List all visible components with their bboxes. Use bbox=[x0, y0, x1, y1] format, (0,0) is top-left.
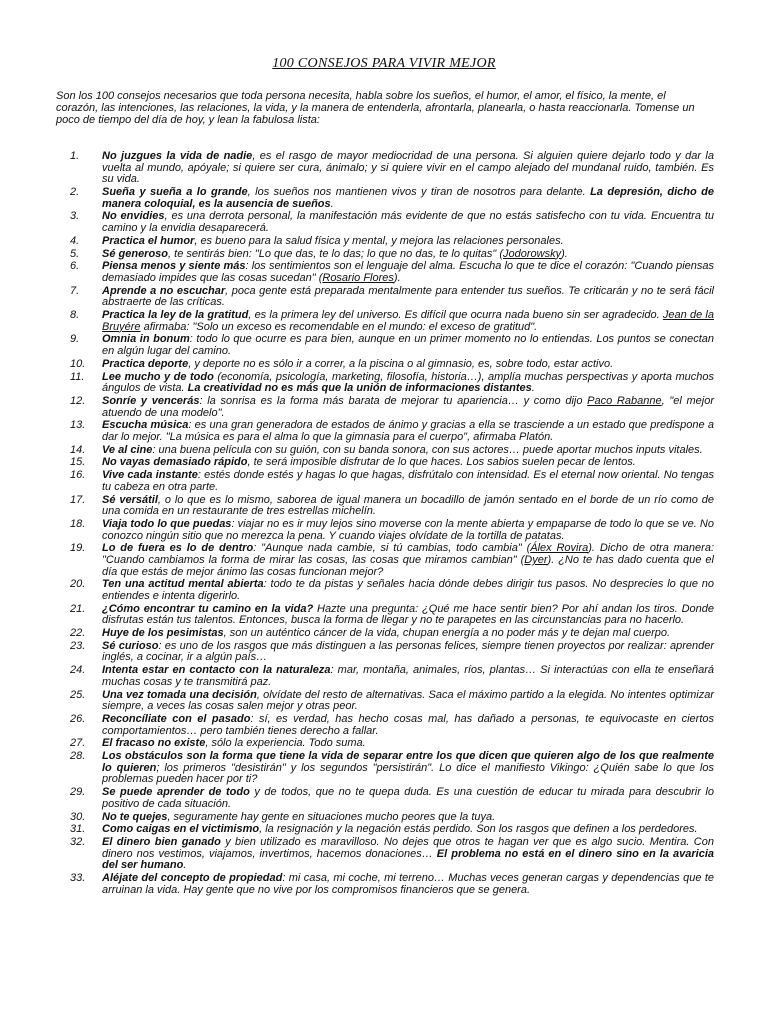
list-item bbox=[0, 249, 714, 261]
item-number: 2. bbox=[70, 185, 80, 198]
intro-paragraph: Son los 100 consejos necesarios que toda persona necesita, habla sobre los sueños, el humor, el amor, el físico, la mente, el corazón, las intenciones, las relaciones, la vida, y la manera de entenderla, afrontarla, planearla, o hasta reaccionarla. Tomense un poco de tiempo del día de hoy, y lean la fabulosa lista: bbox=[56, 90, 695, 127]
item-text: : una buena película con su guión, con su banda sonora, con sus actores… puede aportar muchos inputs vitales. bbox=[152, 443, 703, 456]
list-item bbox=[0, 420, 714, 443]
list-item bbox=[0, 310, 714, 333]
list-item bbox=[0, 751, 714, 786]
item-text: : mi casa, mi coche, mi terreno… Muchas veces generan cargas y dependencias que te arruinan la vida. Hay gente que no vive por los compromisos financieros que se genera. bbox=[102, 872, 715, 896]
list-item bbox=[0, 714, 714, 737]
item-number: 16. bbox=[70, 469, 86, 482]
item-text: : todo te da pistas y señales hacia dónde debes dirigir tus pasos. No desprecies lo que no entiendes e intenta digerirlo. bbox=[102, 578, 715, 602]
bold-phrase: No envidies bbox=[102, 210, 165, 223]
bold-phrase: No juzgues la vida de nadie bbox=[102, 150, 253, 162]
author-name: Álex Rovira bbox=[530, 542, 589, 555]
item-number: 20. bbox=[70, 578, 86, 591]
item-text: , y deporte no es sólo ir a correr, a la piscina o al gimnasio, es, sobre todo, estar activo. bbox=[188, 357, 614, 370]
author-name: Dyer bbox=[524, 553, 548, 566]
item-number: 3. bbox=[70, 210, 80, 223]
item-number: 22. bbox=[70, 627, 86, 640]
item-number: 7. bbox=[70, 284, 80, 297]
bold-phrase: Reconcíliate con el pasado bbox=[102, 713, 251, 725]
item-number: 13. bbox=[70, 419, 86, 432]
item-text: , es el rasgo de mayor mediocridad de una persona. Si alguien quiere dejarlo todo y dar la vuelta al mundo, apóyale; si quiere ser cura, ánimalo; y si quiere vivir en el campo alejado del mundanal ruido, también. Es su vida. bbox=[102, 150, 714, 186]
item-text: : sí, es verdad, has hecho cosas mal, has dañado a personas, te equivocaste en ciertos comportamientos… pero también tienes derecho a fallar. bbox=[102, 713, 715, 737]
bold-phrase: Sonríe y vencerás bbox=[102, 394, 200, 407]
list-item bbox=[0, 579, 714, 602]
bold-phrase: Ten una actitud mental abierta bbox=[102, 578, 264, 591]
item-text: ). ¿No te has dado cuenta que el día que estás de mejor ánimo las cosas funcionan mejor? bbox=[102, 553, 714, 578]
bold-phrase: Sé versátil bbox=[102, 493, 158, 506]
list-item bbox=[0, 334, 714, 357]
bold-phrase: El fracaso no existe bbox=[102, 737, 206, 750]
list-item bbox=[0, 211, 714, 234]
item-text: : la sonrisa es la forma más barata de mejorar tu apariencia… y como dijo bbox=[199, 394, 588, 407]
bold-phrase: Ve al cine bbox=[102, 443, 153, 456]
item-number: 17. bbox=[70, 493, 86, 506]
item-text: : estés donde estés y hagas lo que hagas, disfrútalo con intensidad. Es el eternal now oriental. No tengas tu cabeza en otra parte. bbox=[102, 469, 714, 493]
item-text: afirmaba: "Solo un exceso es recomendable en el mundo: el exceso de gratitud". bbox=[140, 320, 538, 333]
item-number: 8. bbox=[70, 309, 80, 322]
item-text: . bbox=[330, 197, 334, 210]
item-text: , "el mejor atuendo de una modelo". bbox=[102, 394, 715, 419]
item-number: 28. bbox=[70, 750, 86, 763]
bold-phrase: Viaja todo lo que puedas bbox=[102, 518, 232, 530]
item-number: 14. bbox=[70, 443, 86, 456]
list-item bbox=[0, 738, 714, 750]
item-text: , o lo que es lo mismo, saborea de igual manera un bocadillo de jamón sentado en el borde de un río como de una comida en un restaurante de tres estrellas michelín. bbox=[102, 493, 714, 518]
item-number: 4. bbox=[70, 234, 80, 247]
bold-phrase: Intenta estar en contacto con la naturaleza bbox=[102, 664, 331, 677]
list-item bbox=[0, 495, 714, 518]
bold-phrase: Vive cada instante bbox=[102, 469, 198, 482]
bold-phrase: Sé curioso bbox=[102, 639, 159, 652]
item-text: (economía, psicología, marketing, filosofía, historia…), amplía muchas perspectivas y aporta muchos ángulos de vista. bbox=[102, 370, 714, 395]
list-item bbox=[0, 837, 714, 872]
list-item bbox=[0, 787, 714, 810]
bold-phrase: Aprende a no escuchar bbox=[102, 284, 226, 297]
bold-phrase: El dinero bien ganado bbox=[102, 836, 221, 849]
item-number: 25. bbox=[70, 688, 86, 701]
item-text: , poca gente está preparada mentalmente para entender tus sueños. Te criticarán y no te será fácil abstraerte de las críticas. bbox=[102, 284, 714, 309]
item-text: ). Dicho de otra manera: "Cuando cambiamos la forma de mirar las cosas, las cosas que miramos cambian" ( bbox=[102, 542, 714, 566]
list-item bbox=[0, 543, 714, 578]
item-number: 19. bbox=[70, 542, 86, 555]
list-item bbox=[0, 470, 714, 493]
item-number: 18. bbox=[70, 518, 86, 530]
bold-phrase: Huye de los pesimistas bbox=[102, 627, 224, 640]
item-text: : "Aunque nada cambie, si tú cambias, todo cambia" ( bbox=[253, 542, 531, 555]
bold-phrase: Aléjate del concepto de propiedad bbox=[102, 872, 283, 885]
bold-phrase: No te quejes bbox=[102, 810, 168, 823]
item-number: 27. bbox=[70, 737, 86, 750]
item-text: , te sentirás bien: "Lo que das, te lo das; lo que no das, te lo quitas" ( bbox=[168, 247, 503, 260]
item-number: 31. bbox=[70, 823, 86, 836]
list-item bbox=[0, 628, 714, 640]
item-text: : los sentimientos son el lenguaje del alma. Escucha lo que te dice el corazón: "Cuando piensas demasiado impides que las cosas sucedan" ( bbox=[102, 260, 714, 284]
bold-phrase: No vayas demasiado rápido bbox=[102, 456, 248, 469]
item-text: y bien utilizado es maravilloso. No dejes que otros te hagan ver que es algo sucio. Mentira. Con dinero nos vestimos, viajamos, invertimos, hacemos donaciones… bbox=[102, 836, 714, 860]
author-name: Paco Rabanne bbox=[587, 394, 662, 407]
bold-phrase: Se puede aprender de todo bbox=[102, 786, 250, 799]
item-number: 1. bbox=[70, 150, 80, 162]
list-item bbox=[0, 665, 714, 688]
list-item bbox=[0, 236, 714, 248]
item-number: 26. bbox=[70, 713, 86, 725]
bold-phrase: Lo de fuera es lo de dentro bbox=[102, 542, 254, 555]
bold-phrase: El problema no está en el dinero sino en la avaricia del ser humano bbox=[102, 847, 714, 872]
bold-phrase: Practica deporte bbox=[102, 357, 189, 370]
item-text: : es una gran generadora de estados de ánimo y gracias a ella se trasciende a un estado que predispone a dar lo mejor. "La música es para el alma lo que la gimnasia para el cuerpo", afirmaba Platón. bbox=[102, 419, 714, 443]
author-name: Jean de la Bruyére bbox=[102, 309, 714, 333]
list-item bbox=[0, 359, 714, 371]
item-text: ). bbox=[393, 271, 401, 284]
list-item bbox=[0, 261, 714, 284]
bold-phrase: Piensa menos y siente más bbox=[102, 260, 246, 273]
item-number: 9. bbox=[70, 333, 80, 346]
list-item bbox=[0, 519, 714, 542]
item-text: ; los primeros "desistirán" y los segundos "persistirán". Lo dice el manifiesto Vikingo: ¿Quién sabe lo que los problemas pueden hacer por ti? bbox=[102, 761, 714, 786]
item-text: , olvídate del resto de alternativas. Saca el máximo partido a la elegida. No intentes optimizar siempre, a veces las cosas salen mejor y otras peor. bbox=[102, 688, 714, 713]
bold-phrase: Escucha música bbox=[102, 419, 189, 432]
item-text: , sólo la experiencia. Todo suma. bbox=[205, 737, 366, 750]
item-number: 10. bbox=[70, 357, 86, 370]
bold-phrase: Practica la ley de la gratitud bbox=[102, 309, 249, 322]
bold-phrase: Lee mucho y de todo bbox=[102, 370, 214, 383]
list-item bbox=[0, 873, 714, 896]
list-item bbox=[0, 445, 714, 457]
list-item bbox=[0, 457, 714, 469]
document-title: 100 CONSEJOS PARA VIVIR MEJOR bbox=[272, 56, 496, 71]
list-item bbox=[0, 396, 714, 419]
bold-phrase: Omnia in bonum bbox=[102, 333, 190, 346]
item-text: : viajar no es ir muy lejos sino moverse con la mente abierta y empaparse de todo lo que se ve. No conozco ningún sitio que no merezca la pena. Y cuando viajes olvídate de la tortilla de patatas. bbox=[102, 518, 714, 542]
bold-phrase: Sé generoso bbox=[102, 247, 169, 260]
list-item bbox=[0, 812, 714, 824]
list-item bbox=[0, 824, 714, 836]
bold-phrase: ¿Cómo encontrar tu camino en la vida? bbox=[102, 602, 314, 615]
author-name: Jodorowsky bbox=[503, 247, 562, 260]
tips-list bbox=[0, 151, 768, 897]
bold-phrase: Los obstáculos son la forma que tiene la vida de separar entre los que dicen que quieren algo de los que realmente lo quieren bbox=[102, 750, 714, 774]
item-text: , los sueños nos mantienen vivos y tiran de nosotros para delante. bbox=[247, 185, 591, 198]
list-item bbox=[0, 151, 714, 186]
list-item bbox=[0, 372, 714, 395]
bold-phrase: Practica el humor bbox=[102, 234, 195, 247]
item-text: , la resignación y la negación estás perdido. Son los rasgos que definen a los perdedores. bbox=[259, 823, 698, 836]
item-text: , es la primera ley del universo. Es difícil que ocurra nada bueno sin ser agradecido. bbox=[248, 309, 663, 322]
item-text: , son un auténtico cáncer de la vida, chupan energía a no poder más y te dejan mal cuerpo. bbox=[223, 627, 671, 640]
list-item bbox=[0, 690, 714, 713]
item-number: 5. bbox=[70, 247, 80, 260]
item-number: 29. bbox=[70, 786, 86, 799]
item-number: 11. bbox=[70, 370, 85, 383]
item-number: 23. bbox=[70, 639, 86, 652]
list-item bbox=[0, 604, 714, 627]
bold-phrase: La depresión, dicho de manera coloquial, es la ausencia de sueños bbox=[102, 185, 714, 210]
item-text: . bbox=[183, 859, 187, 872]
item-number: 30. bbox=[70, 810, 86, 823]
item-number: 12. bbox=[70, 394, 86, 407]
item-text: , seguramente hay gente en situaciones mucho peores que la tuya. bbox=[167, 810, 496, 823]
item-number: 24. bbox=[70, 664, 86, 677]
list-item bbox=[0, 286, 714, 309]
item-text: , es una derrota personal, la manifestación más evidente de que no estás satisfecho con tu vida. Encuentra tu camino y la envidia desaparecerá. bbox=[102, 210, 714, 234]
author-name: Rosario Flores bbox=[322, 271, 394, 284]
item-text: Hazte una pregunta: ¿Qué me hace sentir bien? Por ahí andan los tiros. Donde disfrutas están tus talentos. Entonces, busca la forma de llegar y no te parapetes en las circunstancias para no hacerlo. bbox=[102, 602, 715, 627]
bold-phrase: Una vez tomada una decisión bbox=[102, 688, 257, 701]
list-item bbox=[0, 187, 714, 210]
item-text: : es uno de los rasgos que más distinguen a las personas felices, siempre tienen proyectos por realizar: aprender inglés, a cocinar, ir a algún país… bbox=[102, 639, 714, 664]
item-text: ). bbox=[561, 247, 568, 260]
item-number: 33. bbox=[70, 872, 86, 885]
item-text: y de todos, que no te quepa duda. Es una cuestión de educar tu mirada para descubrir lo positivo de cada situación. bbox=[102, 786, 714, 810]
bold-phrase: La creatividad no es más que la unión de informaciones distantes bbox=[187, 382, 532, 395]
list-item bbox=[0, 641, 714, 664]
item-number: 6. bbox=[70, 260, 80, 273]
item-number: 21. bbox=[70, 602, 86, 615]
bold-phrase: Sueña y sueña a lo grande bbox=[102, 185, 248, 198]
item-text: , es bueno para la salud física y mental, y mejora las relaciones personales. bbox=[194, 234, 564, 247]
item-text: : mar, montaña, animales, ríos, plantas… Si interactúas con ella te enseñará muchas cosas y te transmitirá paz. bbox=[102, 664, 714, 688]
item-text: : todo lo que ocurre es para bien, aunque en un primer momento no lo entiendas. Los puntos se conectan en algún lugar del camino. bbox=[102, 333, 714, 357]
item-number: 32. bbox=[70, 836, 86, 849]
item-number: 15. bbox=[70, 456, 86, 469]
item-text: , te será imposible disfrutar de lo que haces. Los sabios suelen pecar de lentos. bbox=[247, 456, 636, 469]
bold-phrase: Como caigas en el victimismo bbox=[102, 823, 260, 836]
item-text: . bbox=[531, 382, 535, 395]
